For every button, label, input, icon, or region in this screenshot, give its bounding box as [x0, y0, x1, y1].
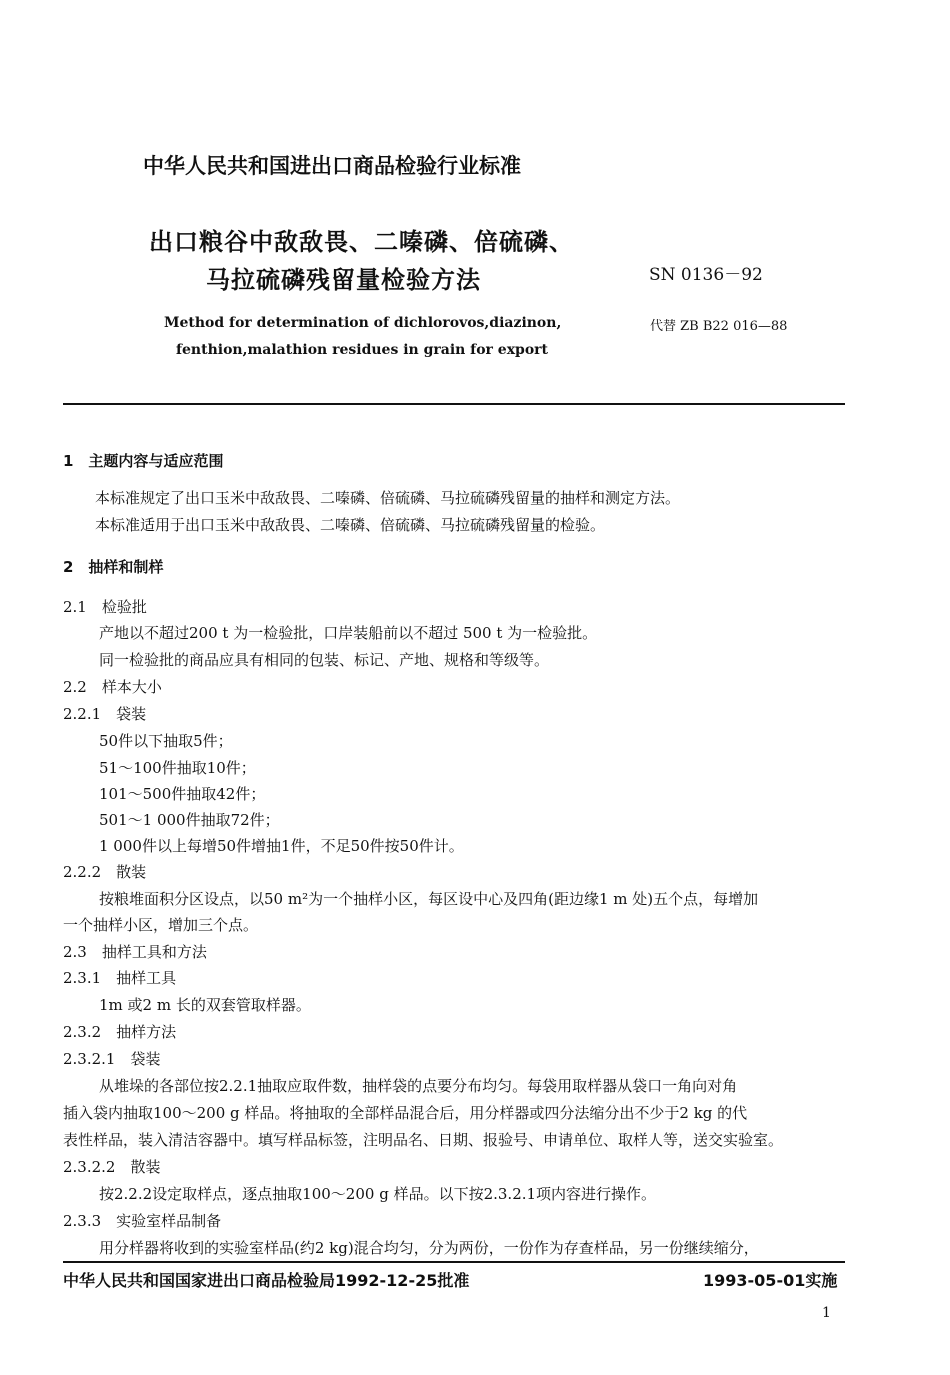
list-item: 501～1 000件抽取72件；: [99, 811, 280, 829]
clause-paragraph: 从堆垛的各部位按2.2.1抽取应取件数，抽样袋的点要分布均匀。每袋用取样器从袋口一角向对角: [99, 1077, 738, 1095]
replaces-standard: 代替 ZB B22 016—88: [650, 319, 788, 334]
english-title-line-1: Method for determination of dichlorovos,diazinon,: [164, 315, 562, 331]
list-item: 50件以下抽取5件；: [99, 732, 233, 750]
clause-paragraph: 按粮堆面积分区设点，以50 m²为一个抽样小区，每区设中心及四角(距边缘1 m 处)五个点，每增加: [99, 890, 759, 908]
clause-heading: 2.3.3 实验室样品制备: [63, 1212, 222, 1230]
standard-number: SN 0136－92: [649, 265, 763, 285]
approval-note: 中华人民共和国国家进出口商品检验局1992-12-25批准: [63, 1271, 470, 1290]
header-divider: [63, 403, 845, 405]
clause-heading: 2.3.2.2 散装: [63, 1158, 161, 1176]
clause-heading: 2.1 检验批: [63, 598, 147, 616]
title-line-1: 出口粮谷中敌敌畏、二嗪磷、倍硫磷、: [149, 228, 574, 256]
list-item: 51～100件抽取10件；: [99, 759, 256, 777]
clause-heading: 2.3.2.1 袋装: [63, 1050, 161, 1068]
clause-heading: 2.2 样本大小: [63, 678, 162, 696]
clause-paragraph: 插入袋内抽取100～200 g 样品。将抽取的全部样品混合后，用分样器或四分法缩分出不少于2 kg 的代: [63, 1104, 748, 1122]
clause-heading: 2.3.2 抽样方法: [63, 1023, 177, 1041]
clause-paragraph: 表性样品，装入清洁容器中。填写样品标签，注明品名、日期、报验号、申请单位、取样人等，送交实验室。: [63, 1131, 784, 1149]
clause-paragraph: 1m 或2 m 长的双套管取样器。: [99, 996, 311, 1014]
title-line-2: 马拉硫磷残留量检验方法: [206, 266, 481, 294]
section-2-heading: 2 抽样和制样: [63, 558, 164, 576]
clause-heading: 2.3.1 抽样工具: [63, 969, 177, 987]
clause-paragraph: 按2.2.2设定取样点，逐点抽取100～200 g 样品。以下按2.3.2.1项内容进行操作。: [99, 1185, 657, 1203]
effective-date: 1993-05-01实施: [703, 1271, 838, 1290]
section-1-paragraph: 本标准适用于出口玉米中敌敌畏、二嗪磷、倍硫磷、马拉硫磷残留量的检验。: [95, 516, 606, 534]
clause-paragraph: 产地以不超过200 t 为一检验批，口岸装船前以不超过 500 t 为一检验批。: [99, 624, 598, 642]
footer-divider: [63, 1261, 845, 1263]
section-1-heading: 1 主题内容与适应范围: [63, 452, 224, 470]
clause-heading: 2.2.2 散装: [63, 863, 147, 881]
clause-heading: 2.2.1 袋装: [63, 705, 147, 723]
clause-heading: 2.3 抽样工具和方法: [63, 943, 207, 961]
clause-paragraph: 一个抽样小区，增加三个点。: [63, 916, 259, 934]
list-item: 101～500件抽取42件；: [99, 785, 266, 803]
english-title-line-2: fenthion,malathion residues in grain for export: [176, 342, 549, 358]
clause-paragraph: 用分样器将收到的实验室样品(约2 kg)混合均匀，分为两份，一份作为存查样品，另一份继续缩分，: [99, 1239, 759, 1257]
list-item: 1 000件以上每增50件增抽1件，不足50件按50件计。: [99, 837, 464, 855]
clause-paragraph: 同一检验批的商品应具有相同的包装、标记、产地、规格和等级等。: [99, 651, 550, 669]
issuing-agency: 中华人民共和国进出口商品检验行业标准: [143, 154, 521, 178]
page-number: 1: [822, 1305, 831, 1321]
section-1-paragraph: 本标准规定了出口玉米中敌敌畏、二嗪磷、倍硫磷、马拉硫磷残留量的抽样和测定方法。: [95, 489, 681, 507]
